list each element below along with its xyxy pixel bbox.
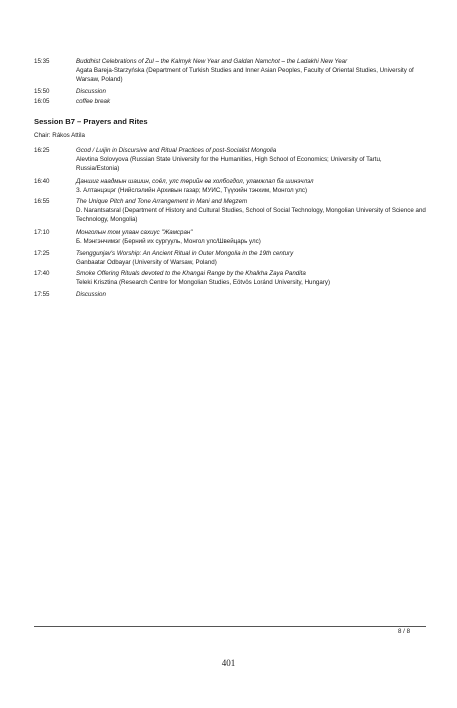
item-authors: Agata Bareja-Starzyńska (Department of Turkish Studies and Inner Asian Peoples, Faculty of Oriental Studies, University of Warsaw, Poland) (76, 67, 414, 83)
item-title: coffee break (76, 98, 111, 105)
schedule-item (34, 197, 426, 224)
schedule-item (34, 146, 426, 173)
item-authors: З. Алтанцэцэг (Нийслэлийн Архивын газар; МУИС, Түүхийн тэнхим, Монгол улс) (76, 187, 308, 194)
schedule-item (34, 57, 426, 84)
item-time: 17:40 (34, 270, 50, 277)
page-number: 401 (221, 658, 236, 668)
item-time: 16:25 (34, 147, 50, 154)
item-authors: Б. Мэнгэнчимэг (Берний их сургууль, Монгол улс/Швейцарь улс) (76, 238, 261, 245)
item-authors: Ganbaatar Odbayar (University of Warsaw, Poland) (76, 259, 217, 266)
item-title: Smoke Offering Rituals devoted to the Khangai Range by the Khalkha Zaya Pandita (76, 270, 306, 277)
item-title: Gcod / Luijin in Discursive and Ritual Practices of post-Socialist Mongolia (76, 147, 277, 154)
page-counter: 8 / 8 (398, 628, 411, 635)
schedule-item (34, 177, 426, 195)
item-title: Даншиг наадмын шашин, соёл, улс төрийн өв холбогдол, уламжлал ба шинэчлэл (76, 178, 314, 185)
item-authors: D. Narantsatsral (Department of History and Cultural Studies, School of Social Technology, Mongolian University of Science and Technology, Mongolia) (76, 207, 426, 223)
session-heading: Session B7 – Prayers and Rites (34, 117, 148, 126)
item-time: 17:55 (34, 291, 50, 298)
item-title: The Unique Pitch and Tone Arrangement in Mani and Megzem (76, 198, 248, 205)
item-time: 15:50 (34, 88, 50, 95)
footer-divider (34, 626, 426, 627)
schedule-item (34, 97, 426, 106)
item-title: Discussion (76, 291, 106, 298)
schedule-item (34, 290, 426, 299)
item-time: 16:05 (34, 98, 50, 105)
item-title: Tsenggunjav's Worship: An Ancient Ritual in Outer Mongolia in the 19th century (76, 250, 294, 257)
schedule-item (34, 228, 426, 246)
session-chair: Chair: Rákos Attila (34, 132, 85, 139)
schedule-item (34, 269, 426, 287)
item-time: 16:40 (34, 178, 50, 185)
item-time: 16:55 (34, 198, 50, 205)
item-authors: Teleki Krisztina (Research Centre for Mongolian Studies, Eötvös Loránd University, Hungary) (76, 279, 331, 286)
item-title: Buddhist Celebrations of Zul – the Kalmyk New Year and Galdan Namchot – the Ladakhi New Year (76, 58, 348, 65)
item-authors: Alevtina Solovyova (Russian State University for the Humanities, High School of Economics; University of Tartu, Russia/Estonia) (76, 156, 382, 172)
schedule-item (34, 87, 426, 96)
item-title: Discussion (76, 88, 106, 95)
item-time: 17:10 (34, 229, 50, 236)
schedule-item (34, 249, 426, 267)
item-title: Монголын том улаан сахиус "Жамсран" (76, 229, 193, 236)
item-time: 15:35 (34, 58, 50, 65)
item-time: 17:25 (34, 250, 50, 257)
